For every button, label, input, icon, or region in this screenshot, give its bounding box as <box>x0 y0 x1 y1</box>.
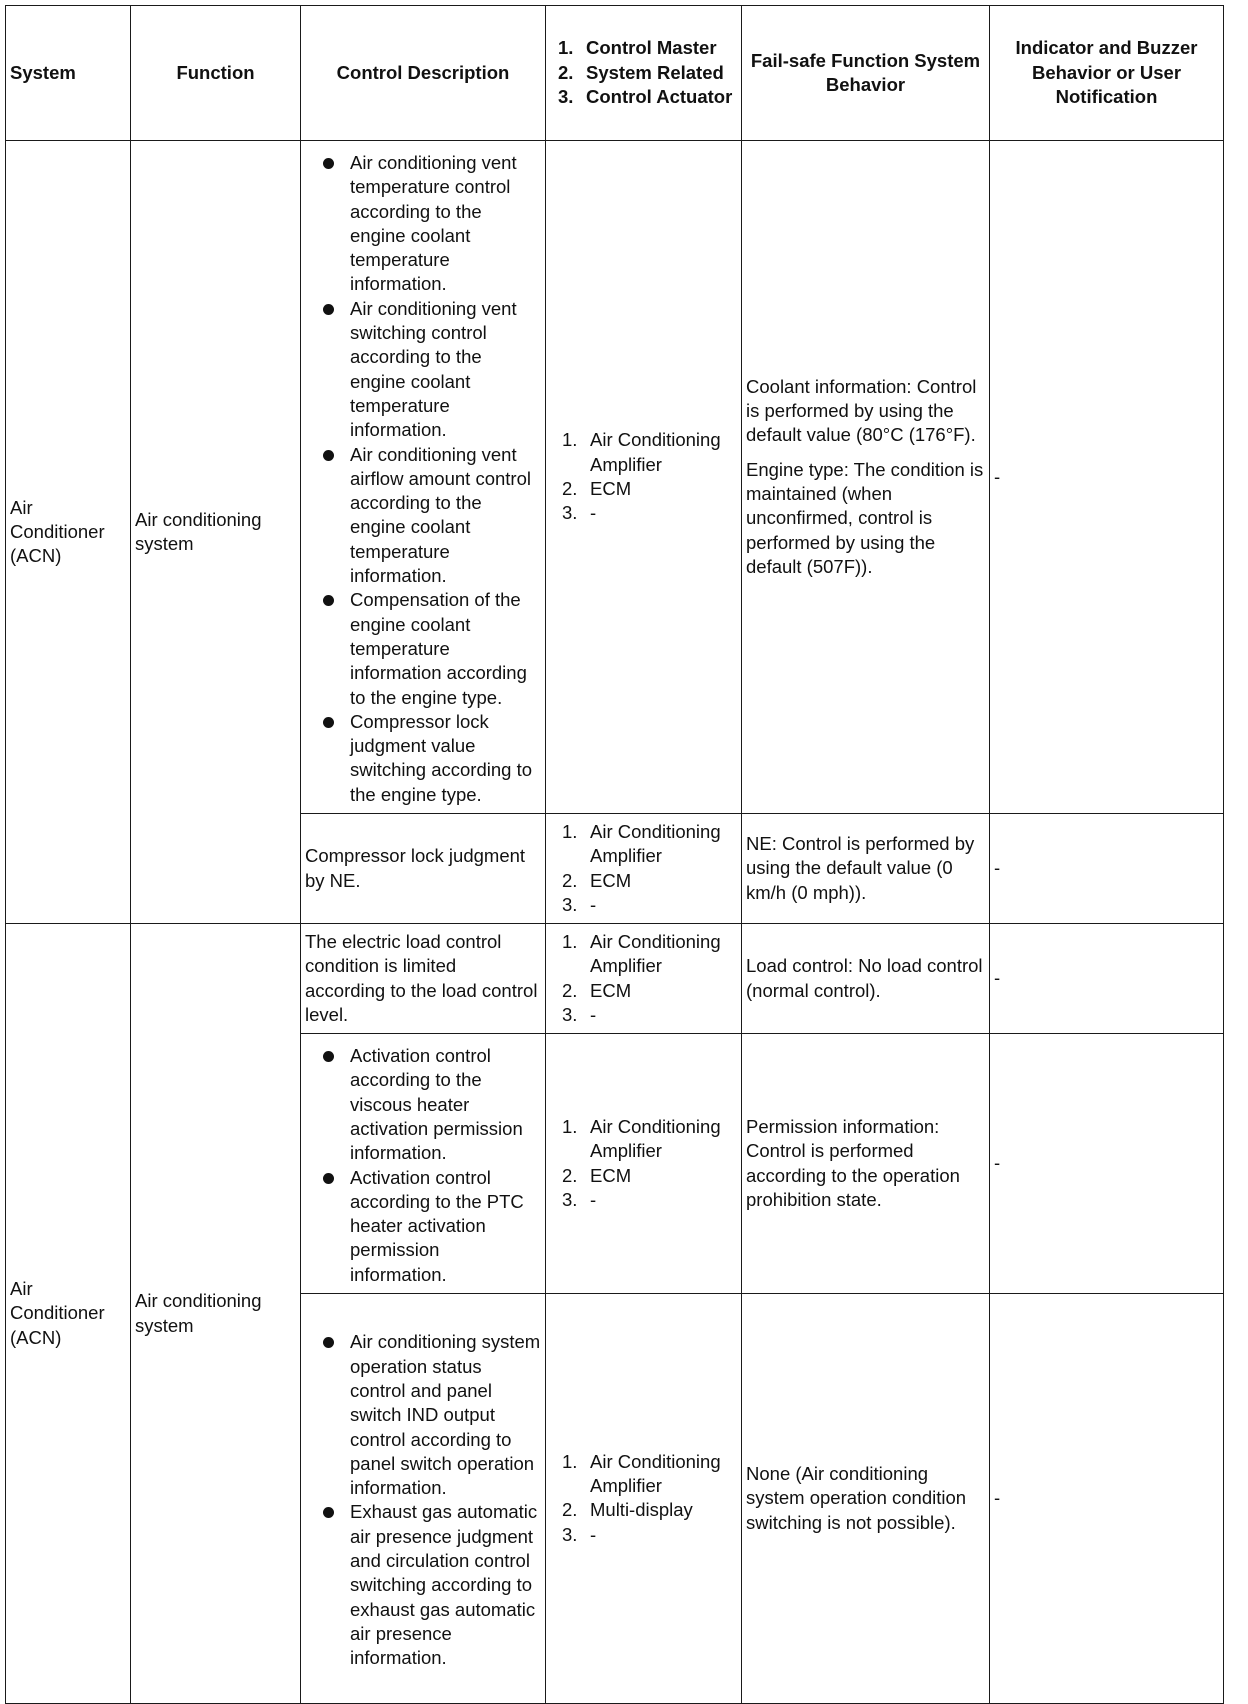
failsafe-text: Engine type: The condition is maintained (when unconfirmed, control is performed by using the default (507F)). <box>746 458 984 577</box>
failsafe-cell <box>742 814 990 924</box>
list-item: Exhaust gas automatic air presence judgment and circulation control switching according to exhaust gas automatic air presence information. <box>320 1500 541 1670</box>
list-item: 3. - <box>562 1188 597 1210</box>
bullet-icon <box>323 1337 334 1348</box>
list-item: 3. - <box>562 1003 597 1025</box>
list-item: Activation control according to the viscous heater activation permission information. <box>320 1044 541 1165</box>
description-cell <box>301 1034 546 1294</box>
list-item: Air conditioning vent switching control according to the engine coolant temperature information. <box>320 297 541 443</box>
list-item: 2. ECM <box>562 979 632 1001</box>
failsafe-text: NE: Control is performed by using the default value (0 km/h (0 mph)). <box>746 833 975 903</box>
description-cell <box>301 141 546 814</box>
header-control-description: Control Description <box>301 6 546 141</box>
header-row <box>6 6 1224 141</box>
header-system: System <box>6 6 131 141</box>
header-function: Function <box>131 6 301 141</box>
bullet-icon <box>323 450 334 461</box>
list-item: 1. Air Conditioning Amplifier <box>562 930 721 977</box>
control-cell <box>546 1034 742 1294</box>
failsafe-text: Load control: No load control (normal control). <box>746 955 983 1001</box>
system-cell: Air Conditioner (ACN) <box>6 924 131 1704</box>
list-item: Air conditioning vent temperature control according to the engine coolant temperature information. <box>320 151 541 297</box>
header-control-item: 2. System Related <box>558 61 724 83</box>
indicator-cell: - <box>990 1034 1224 1294</box>
list-item: Air conditioning vent airflow amount control according to the engine coolant temperature information. <box>320 443 541 589</box>
list-item: 1. Air Conditioning Amplifier <box>562 1115 721 1162</box>
bullet-icon <box>323 1051 334 1062</box>
indicator-cell: - <box>990 814 1224 924</box>
bullet-list <box>305 1330 541 1670</box>
bullet-icon <box>323 717 334 728</box>
list-item: 2. ECM <box>562 478 632 499</box>
list-item: 2. ECM <box>562 1164 632 1186</box>
indicator-cell: - <box>990 141 1224 814</box>
list-item: 1. Air Conditioning Amplifier <box>562 1450 721 1497</box>
control-list <box>550 930 737 1027</box>
bullet-icon <box>323 1173 334 1184</box>
bullet-icon <box>323 304 334 315</box>
header-indicator: Indicator and Buzzer Behavior or User Notification <box>990 6 1224 141</box>
control-cell <box>546 814 742 924</box>
description-cell: The electric load control condition is limited according to the load control level. <box>301 924 546 1034</box>
bullet-list <box>305 151 541 807</box>
indicator-cell: - <box>990 1293 1224 1703</box>
indicator-cell: - <box>990 924 1224 1034</box>
bullet-list <box>305 1044 541 1287</box>
list-item: 2. Multi-display <box>562 1499 693 1521</box>
list-item: 1. Air Conditioning Amplifier <box>562 820 721 867</box>
header-fail-safe: Fail-safe Function System Behavior <box>742 6 990 141</box>
control-list <box>550 1450 737 1547</box>
header-control-master <box>546 6 742 141</box>
function-cell: Air conditioning system <box>131 141 301 924</box>
control-list <box>550 428 737 525</box>
list-item: 3. - <box>562 1523 597 1545</box>
control-cell <box>546 924 742 1034</box>
control-list <box>550 820 737 917</box>
failsafe-text: None (Air conditioning system operation condition switching is not possible). <box>746 1463 967 1533</box>
list-item: Compressor lock judgment value switching according to the engine type. <box>320 710 541 807</box>
function-table <box>5 5 1224 1704</box>
failsafe-cell <box>742 1293 990 1703</box>
list-item: Compensation of the engine coolant temperature information according to the engine type. <box>320 588 541 709</box>
failsafe-cell <box>742 141 990 814</box>
description-cell: Compressor lock judgment by NE. <box>301 814 546 924</box>
failsafe-text: Coolant information: Control is performed by using the default value (80°C (176°F). <box>746 375 977 446</box>
control-cell <box>546 141 742 814</box>
table-row <box>6 924 1224 1034</box>
header-control-item: 3. Control Actuator <box>558 86 733 108</box>
header-control-list <box>550 36 737 110</box>
description-cell <box>301 1293 546 1703</box>
list-item: 2. ECM <box>562 869 632 891</box>
bullet-icon <box>323 595 334 606</box>
function-cell: Air conditioning system <box>131 924 301 1704</box>
system-cell: Air Conditioner (ACN) <box>6 141 131 924</box>
list-item: Air conditioning system operation status control and panel switch IND output control according to panel switch operation information. <box>320 1330 541 1500</box>
list-item: 3. - <box>562 893 597 915</box>
bullet-icon <box>323 158 334 169</box>
control-cell <box>546 1293 742 1703</box>
list-item: 3. - <box>562 502 597 524</box>
list-item: 1. Air Conditioning Amplifier <box>562 429 721 475</box>
control-list <box>550 1115 737 1212</box>
table-row <box>6 141 1224 814</box>
header-control-item: 1. Control Master <box>558 37 717 59</box>
failsafe-text: Permission information: Control is performed according to the operation prohibition state. <box>746 1115 960 1210</box>
list-item: Activation control according to the PTC heater activation permission information. <box>320 1166 541 1287</box>
failsafe-cell <box>742 924 990 1034</box>
bullet-icon <box>323 1507 334 1518</box>
failsafe-cell <box>742 1034 990 1294</box>
